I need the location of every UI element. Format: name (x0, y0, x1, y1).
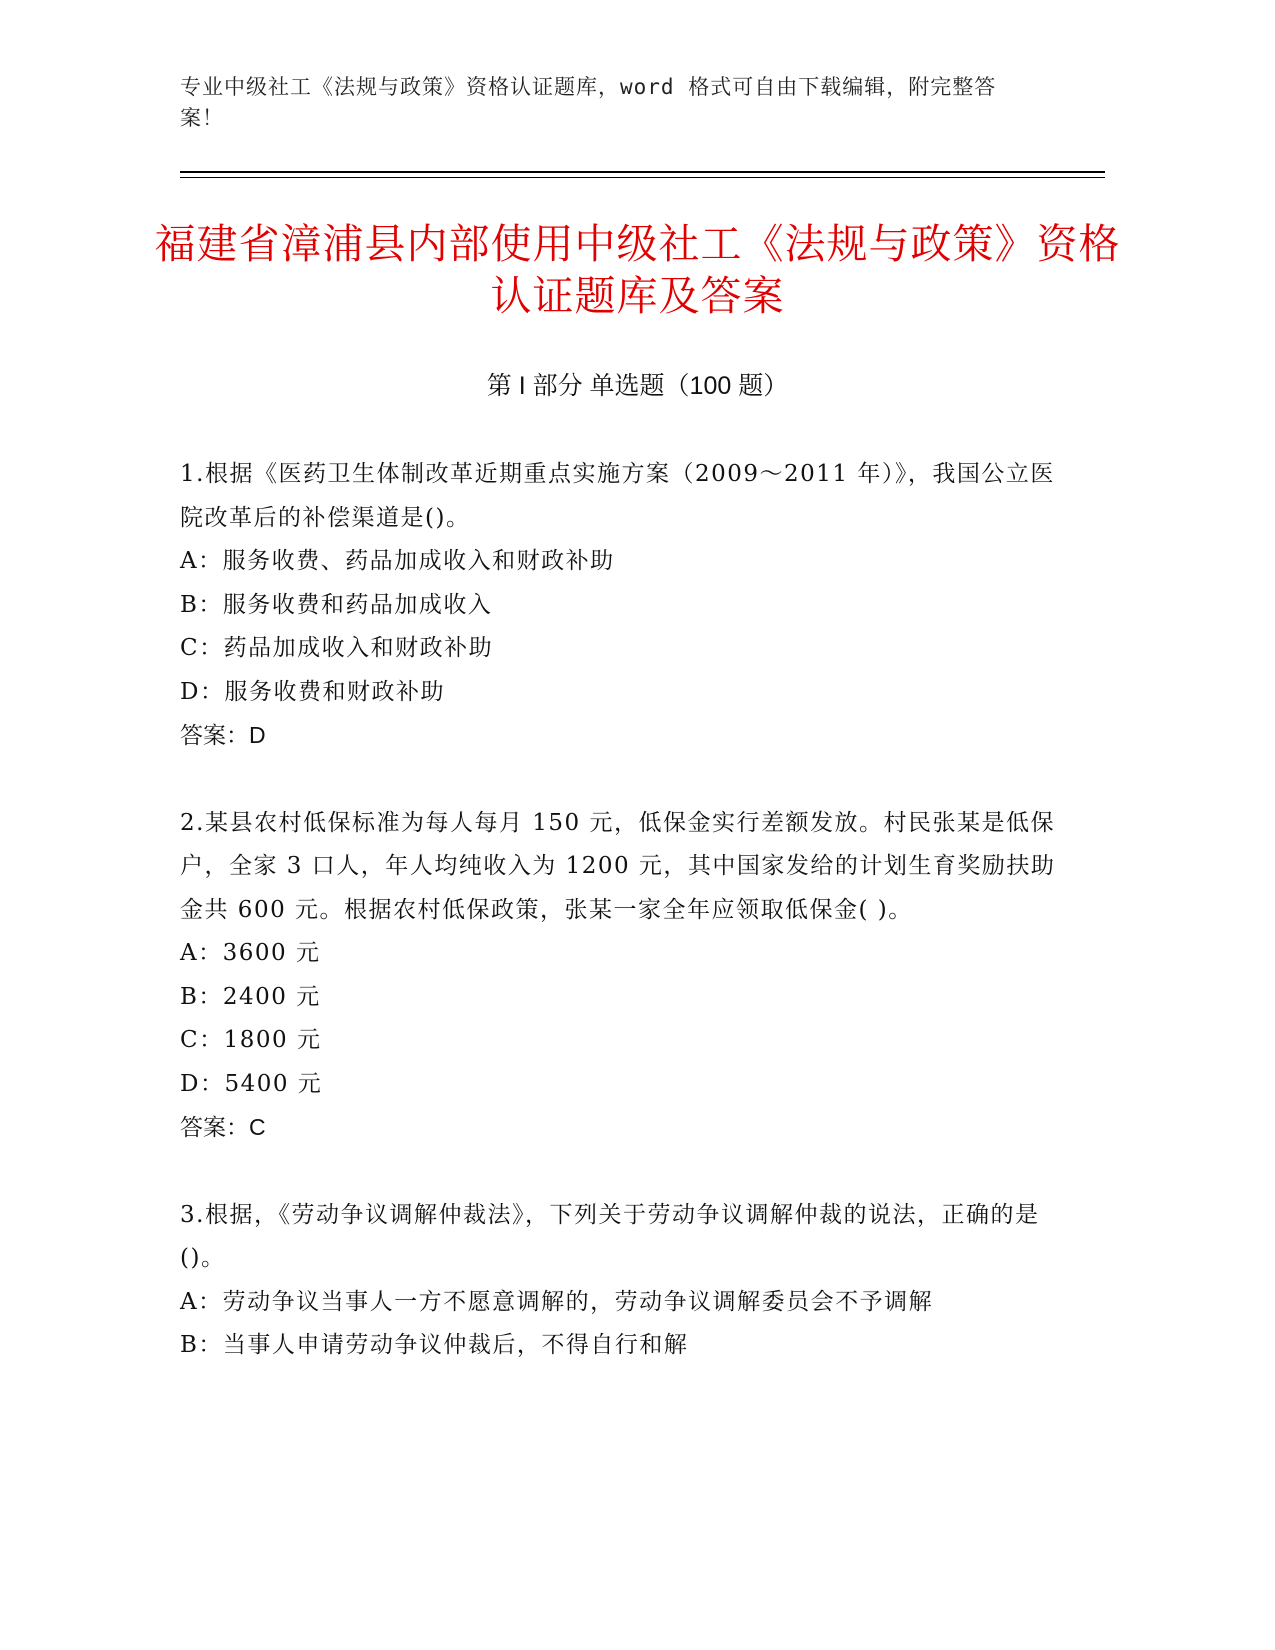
question-stem: 1.根据《医药卫生体制改革近期重点实施方案（2009～2011 年）》，我国公立医院改革后的补偿渠道是()。 (180, 461, 1055, 531)
option-c: C：药品加成收入和财政补助 (180, 635, 494, 661)
option-b: B：服务收费和药品加成收入 (180, 591, 493, 618)
option-a: A：服务收费、药品加成收入和财政补助 (180, 548, 615, 574)
option-a: A：劳动争议当事人一方不愿意调解的，劳动争议调解委员会不予调解 (180, 1288, 934, 1315)
option-c: C：1800 元 (180, 1027, 322, 1053)
question-stem: 2.某县农村低保标准为每人每月 150 元，低保金实行差额发放。村民张某是低保户，全家 3 口人，年人均纯收入为 1200 元，其中国家发给的计划生育奖励扶助金共 600 元。根据农村低保政策，张某一家全年应领取低保金( )。 (180, 809, 1056, 923)
option-d: D：5400 元 (180, 1070, 323, 1097)
question-1 (180, 453, 1060, 758)
question-2 (180, 802, 1060, 1150)
question-list (180, 453, 1060, 1412)
option-b: B：当事人申请劳动争议仲裁后，不得自行和解 (180, 1332, 689, 1358)
header-divider-thick (180, 171, 1105, 173)
header-note: 专业中级社工《法规与政策》资格认证题库，word 格式可自由下载编辑，附完整答案！ (180, 75, 997, 130)
question-3 (180, 1194, 1060, 1368)
question-stem: 3.根据，《劳动争议调解仲裁法》，下列关于劳动争议调解仲裁的说法，正确的是()。 (180, 1201, 1040, 1271)
option-b: B：2400 元 (180, 983, 321, 1010)
option-a: A：3600 元 (180, 940, 321, 966)
header-divider-thin (180, 177, 1105, 178)
document-title: 福建省漳浦县内部使用中级社工《法规与政策》资格认证题库及答案 (154, 221, 1121, 319)
answer-line: 答案：C (180, 1114, 266, 1140)
section-title: 第 I 部分 单选题（100 题） (486, 372, 789, 400)
option-d: D：服务收费和财政补助 (180, 678, 445, 705)
answer-line: 答案：D (180, 722, 266, 748)
